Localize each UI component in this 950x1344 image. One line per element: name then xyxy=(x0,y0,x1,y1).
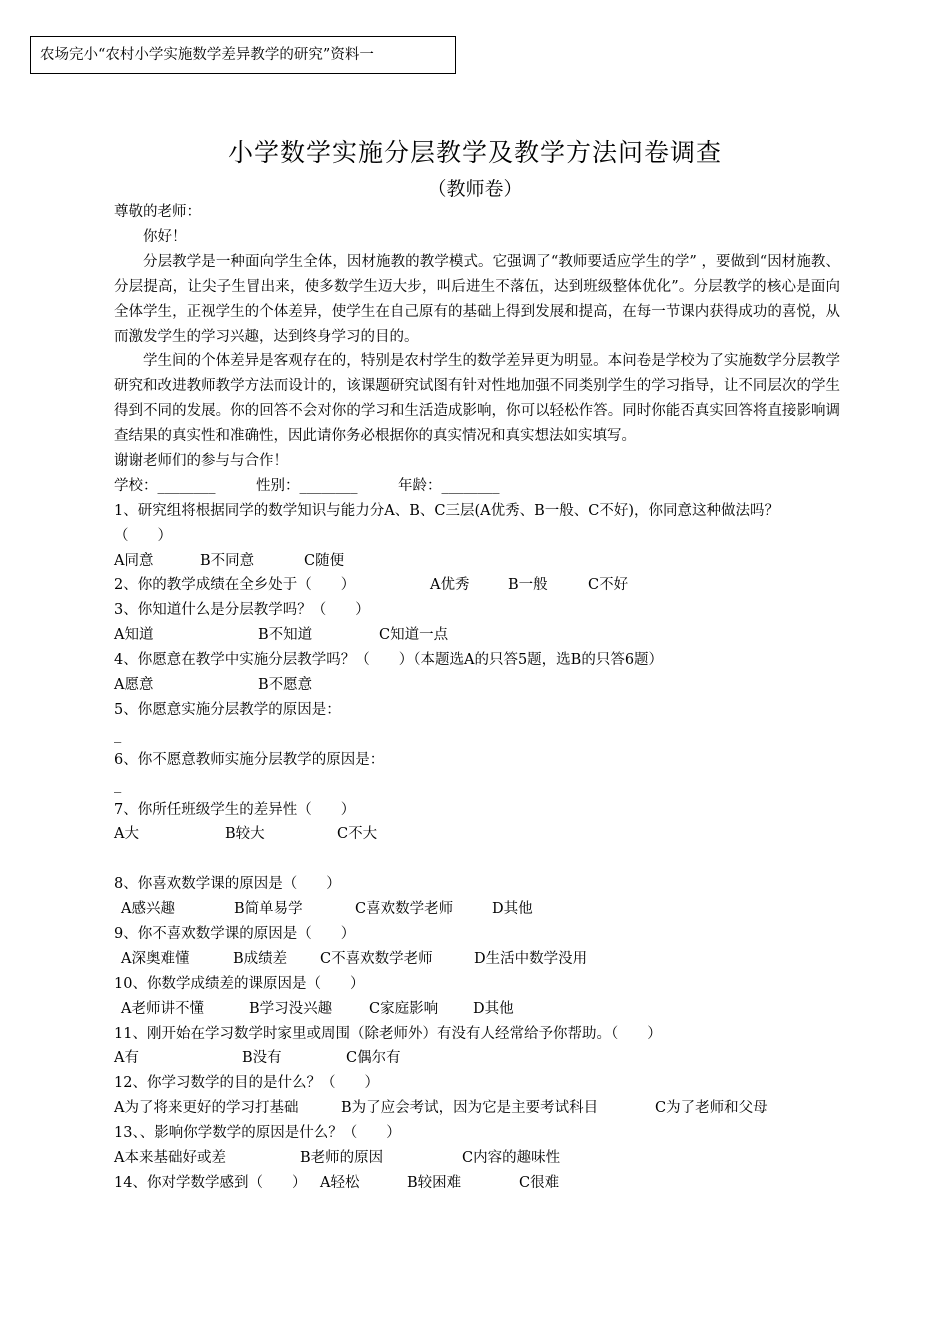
option-c[interactable]: C喜欢数学老师 xyxy=(355,901,454,918)
option-b[interactable]: B老师的原因 xyxy=(300,1149,384,1166)
question-4-options xyxy=(114,673,840,698)
intro-paragraph-1: 分层教学是一种面向学生全体，因材施教的教学模式。它强调了“教师要适应学生的学” ，要做到“因材施教、分层提高，让尖子生冒出来，使多数学生迈大步，叫后进生不落伍，达到班级整体优化”。分层教学的核心是面向全体学生，正视学生的个体差异，使学生在自己原有的基础上得到发展和提高，在每一节课内获得成功的喜悦，从而激发学生的学习兴趣，达到终身学习的目的。 xyxy=(114,253,840,345)
option-a[interactable]: A愿意 xyxy=(114,677,154,694)
option-d[interactable]: D其他 xyxy=(473,1000,514,1017)
option-c[interactable]: C不喜欢数学老师 xyxy=(320,950,433,967)
document-header-box: 农场完小“农村小学实施数学差异教学的研究”资料一 xyxy=(30,36,456,74)
option-b[interactable]: B较困难 xyxy=(407,1174,462,1191)
option-a[interactable]: A大 xyxy=(114,826,139,843)
option-c[interactable]: C为了老师和父母 xyxy=(655,1100,768,1117)
question-7-options xyxy=(114,822,840,847)
option-b[interactable]: B为了应会考试，因为它是主要考试科目 xyxy=(341,1100,599,1117)
question-14 xyxy=(114,1171,840,1196)
question-5-answer-blank[interactable]: _ xyxy=(114,726,122,743)
option-a[interactable]: A深奥难懂 xyxy=(121,950,190,967)
greeting: 你好！ xyxy=(143,228,187,245)
option-b[interactable]: B不愿意 xyxy=(258,677,313,694)
option-b[interactable]: B不同意 xyxy=(200,552,255,569)
option-a[interactable]: A有 xyxy=(114,1050,139,1067)
option-c[interactable]: C随便 xyxy=(304,552,345,569)
option-a[interactable]: A感兴趣 xyxy=(121,901,175,918)
question-11: 11、刚开始在学习数学时家里或周围（除老师外）有没有人经常给予你帮助。（ ） xyxy=(114,1025,662,1042)
option-a[interactable]: A为了将来更好的学习打基础 xyxy=(114,1100,299,1117)
question-1-options xyxy=(114,549,840,574)
intro-paragraph-2: 学生间的个体差异是客观存在的，特别是农村学生的数学差异更为明显。本问卷是学校为了实施数学分层教学研究和改进教师教学方法而设计的，该课题研究试图有针对性地加强不同类别学生的学习指导，让不同层次的学生得到不同的发展。你的回答不会对你的学习和生活造成影响，你可以轻松作答。同时你能否真实回答将直接影响调查结果的真实性和准确性，因此请你务必根据你的真实情况和真实想法如实填写。 xyxy=(114,353,840,445)
age-field[interactable]: 年龄：________ xyxy=(398,477,500,494)
option-d[interactable]: D生活中数学没用 xyxy=(474,950,588,967)
option-a[interactable]: A同意 xyxy=(114,552,154,569)
option-c[interactable]: C知道一点 xyxy=(379,627,449,644)
option-d[interactable]: D其他 xyxy=(492,901,533,918)
question-1-answer-paren[interactable]: （ ） xyxy=(114,527,172,544)
question-7: 7、你所任班级学生的差异性（ ） xyxy=(114,801,356,818)
option-b[interactable]: B不知道 xyxy=(258,627,313,644)
option-b[interactable]: B简单易学 xyxy=(234,901,303,918)
question-10-options xyxy=(114,997,840,1022)
option-a[interactable]: A老师讲不懂 xyxy=(121,1000,204,1017)
option-c[interactable]: C很难 xyxy=(519,1174,560,1191)
option-b[interactable]: B成绩差 xyxy=(233,950,288,967)
question-9: 9、你不喜欢数学课的原因是（ ） xyxy=(114,925,356,942)
option-b[interactable]: B学习没兴趣 xyxy=(249,1000,333,1017)
option-c[interactable]: C不大 xyxy=(337,826,378,843)
thanks-line: 谢谢老师们的参与与合作！ xyxy=(114,453,288,470)
page-subtitle: （教师卷） xyxy=(427,178,523,200)
option-b[interactable]: B一般 xyxy=(508,577,548,594)
question-12-options xyxy=(114,1096,840,1121)
salutation: 尊敬的老师： xyxy=(114,204,201,220)
option-a[interactable]: A本来基础好或差 xyxy=(114,1149,226,1166)
option-a[interactable]: A知道 xyxy=(114,627,154,644)
question-13-options xyxy=(114,1146,840,1171)
question-2-text: 2、你的教学成绩在全乡处于（ ） xyxy=(114,577,356,594)
question-13: 13、、影响你学数学的原因是什么？（ ） xyxy=(114,1125,401,1142)
school-field[interactable]: 学校：________ xyxy=(114,477,216,494)
option-c[interactable]: C偶尔有 xyxy=(346,1050,401,1067)
question-8-options xyxy=(114,897,840,922)
gender-field[interactable]: 性别：________ xyxy=(256,477,358,494)
question-2 xyxy=(114,573,840,598)
spacer xyxy=(114,847,840,872)
question-10: 10、你数学成绩差的课原因是（ ） xyxy=(114,975,365,992)
option-c[interactable]: C家庭影响 xyxy=(369,1000,439,1017)
question-14-text: 14、你对学数学感到（ ） xyxy=(114,1174,307,1191)
question-4: 4、你愿意在教学中实施分层教学吗？（ ）（本题选A的只答5题，选B的只答6题） xyxy=(114,652,664,669)
question-3-options xyxy=(114,623,840,648)
option-b[interactable]: B没有 xyxy=(242,1050,282,1067)
question-1: 1、研究组将根据同学的数学知识与能力分A、B、C三层(A优秀、B一般、C不好)，你同意这种做法吗？ xyxy=(114,502,779,519)
questionnaire-body xyxy=(114,200,840,1196)
info-fields-row xyxy=(114,474,840,499)
question-5: 5、你愿意实施分层教学的原因是： xyxy=(114,701,341,718)
option-a[interactable]: A轻松 xyxy=(320,1174,360,1191)
option-b[interactable]: B较大 xyxy=(225,826,265,843)
question-3: 3、你知道什么是分层教学吗？（ ） xyxy=(114,602,370,619)
question-12: 12、你学习数学的目的是什么？（ ） xyxy=(114,1075,379,1092)
option-c[interactable]: C内容的趣味性 xyxy=(462,1149,561,1166)
option-c[interactable]: C不好 xyxy=(588,577,629,594)
option-a[interactable]: A优秀 xyxy=(430,577,470,594)
question-8: 8、你喜欢数学课的原因是（ ） xyxy=(114,876,341,893)
question-11-options xyxy=(114,1046,840,1071)
question-9-options xyxy=(114,947,840,972)
question-6-answer-blank[interactable]: _ xyxy=(114,776,122,793)
page-title: 小学数学实施分层教学及教学方法问卷调查 xyxy=(227,138,722,167)
question-6: 6、你不愿意教师实施分层教学的原因是： xyxy=(114,751,385,768)
